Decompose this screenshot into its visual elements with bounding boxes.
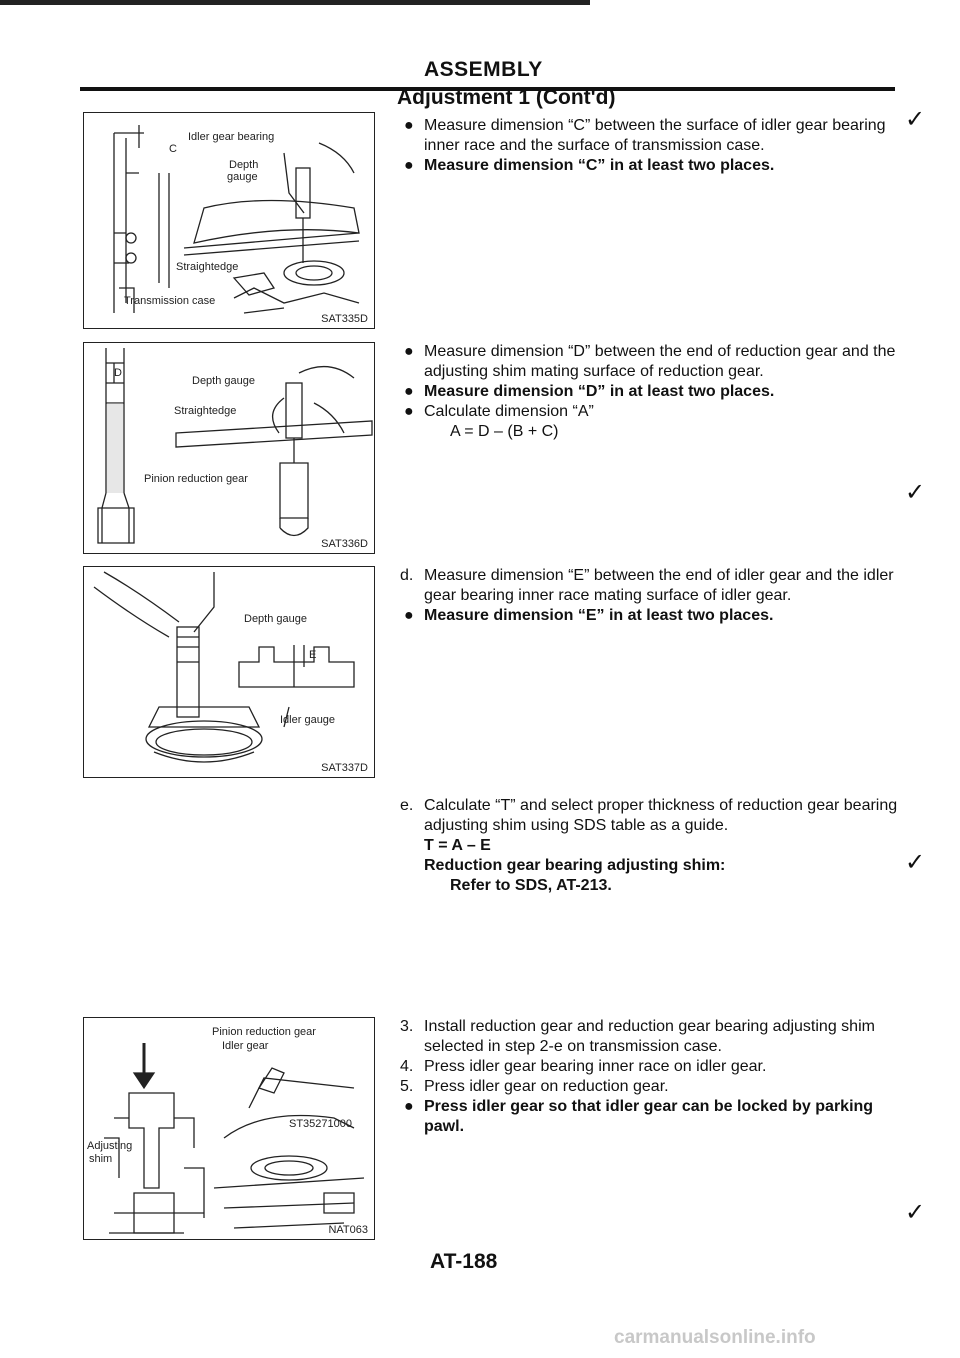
label-e: E xyxy=(309,649,317,661)
figure-code: SAT337D xyxy=(321,762,368,774)
check-mark-icon: ✓ xyxy=(905,479,926,506)
list-item-text: Calculate “T” and select proper thickness of reduction gear bearing adjusting shim using SDS table as a guide. xyxy=(424,797,898,834)
list-item: ● Press idler gear so that idler gear can be locked by parking pawl. xyxy=(404,1098,874,1135)
list-item-text: Measure dimension “D” between the end of reduction gear and the adjusting shim mating surface of reduction gear. xyxy=(424,343,896,380)
section-title: ASSEMBLY xyxy=(424,58,543,81)
list-item-text: Install reduction gear and reduction gear bearing adjusting shim selected in step 2-e on transmission case. xyxy=(424,1018,875,1055)
figure-sat335d xyxy=(83,112,375,329)
list-item-text: Measure dimension “C” between the surface of idler gear bearing inner race and the surface of transmission case. xyxy=(424,117,886,154)
list-item-text: Press idler gear bearing inner race on idler gear. xyxy=(424,1058,767,1075)
shim-label: Reduction gear bearing adjusting shim: xyxy=(424,857,726,874)
list-item: d. Measure dimension “E” between the end of idler gear and the idler gear bearing inner race mating surface of idler gear. xyxy=(400,567,894,604)
page-number: AT-188 xyxy=(430,1250,498,1273)
list-item: ● Measure dimension “E” in at least two places. xyxy=(404,607,774,624)
list-item: ● Measure dimension “D” in at least two places. xyxy=(404,383,775,400)
label-depth-gauge-3: Depth gauge xyxy=(244,613,307,625)
list-item-text: Calculate dimension “A” xyxy=(424,403,594,420)
check-mark-icon: ✓ xyxy=(905,1199,926,1226)
figure-code: NAT063 xyxy=(328,1224,368,1236)
label-straightedge: Straightedge xyxy=(176,261,239,273)
label-shim: shim xyxy=(89,1153,113,1165)
block-calculate-t xyxy=(398,796,903,896)
list-item-text: Measure dimension “E” in at least two places. xyxy=(424,607,774,624)
formula-a: A = D – (B + C) xyxy=(450,423,559,440)
figure-sat336d xyxy=(83,342,375,554)
formula-t: T = A – E xyxy=(424,837,491,854)
label-depth-gauge: Depth gauge xyxy=(192,375,255,387)
list-item: 5. Press idler gear on reduction gear. xyxy=(400,1078,669,1095)
list-item-text: Measure dimension “E” between the end of idler gear and the idler gear bearing inner race mating surface of idler gear. xyxy=(424,567,894,604)
figure-nat063 xyxy=(83,1017,375,1240)
label-d: D xyxy=(114,367,122,379)
list-item: e. Calculate “T” and select proper thickness of reduction gear bearing adjusting shim using SDS table as a guide. xyxy=(400,797,898,834)
label-straightedge-2: Straightedge xyxy=(174,405,237,417)
label-idler-gear-bearing: Idler gear bearing xyxy=(188,131,275,143)
check-mark-icon: ✓ xyxy=(905,849,926,876)
page-subtitle: Adjustment 1 (Cont'd) xyxy=(397,86,616,109)
label-gauge: gauge xyxy=(227,171,258,183)
top-border xyxy=(0,0,590,5)
list-item-text: Measure dimension “C” in at least two places. xyxy=(424,157,775,174)
list-item-text: Press idler gear on reduction gear. xyxy=(424,1078,669,1095)
label-idler-gauge: Idler gauge xyxy=(280,714,336,726)
check-mark-icon: ✓ xyxy=(905,106,926,133)
block-dimension-d xyxy=(398,342,903,442)
label-idler-gear: Idler gear xyxy=(222,1040,269,1052)
label-pinion-reduction-gear: Pinion reduction gear xyxy=(144,473,248,485)
shim-reference: Refer to SDS, AT-213. xyxy=(450,877,612,894)
block-dimension-c xyxy=(398,116,903,176)
figure-sat337d-illustration xyxy=(84,567,374,777)
list-item: 3. Install reduction gear and reduction gear bearing adjusting shim selected in step 2-e on transmission case. xyxy=(400,1018,875,1055)
list-item: ● Measure dimension “C” in at least two places. xyxy=(404,157,775,174)
list-item-text: Press idler gear so that idler gear can be locked by parking pawl. xyxy=(424,1098,874,1135)
label-depth: Depth xyxy=(229,159,259,171)
list-item: 4. Press idler gear bearing inner race on idler gear. xyxy=(400,1058,767,1075)
list-item: ● Measure dimension “D” between the end of reduction gear and the adjusting shim mating surface of reduction gear. xyxy=(404,343,896,380)
figure-code: SAT335D xyxy=(321,313,368,325)
label-st35271000: ST35271000 xyxy=(289,1118,352,1130)
label-pinion-reduction-gear-4: Pinion reduction gear xyxy=(212,1026,316,1038)
label-adjusting: Adjusting xyxy=(87,1140,133,1152)
block-dimension-e xyxy=(398,566,903,626)
figure-code: SAT336D xyxy=(321,538,368,550)
label-transmission-case: Transmission case xyxy=(124,295,216,307)
list-item-text: Measure dimension “D” in at least two places. xyxy=(424,383,775,400)
figure-sat337d xyxy=(83,566,375,778)
block-install xyxy=(398,1017,903,1137)
list-item: ● Calculate dimension “A” xyxy=(404,403,594,420)
list-item: ● Measure dimension “C” between the surface of idler gear bearing inner race and the surface of transmission case. xyxy=(404,117,886,154)
label-c: C xyxy=(169,143,177,155)
watermark: carmanualsonline.info xyxy=(614,1327,816,1348)
